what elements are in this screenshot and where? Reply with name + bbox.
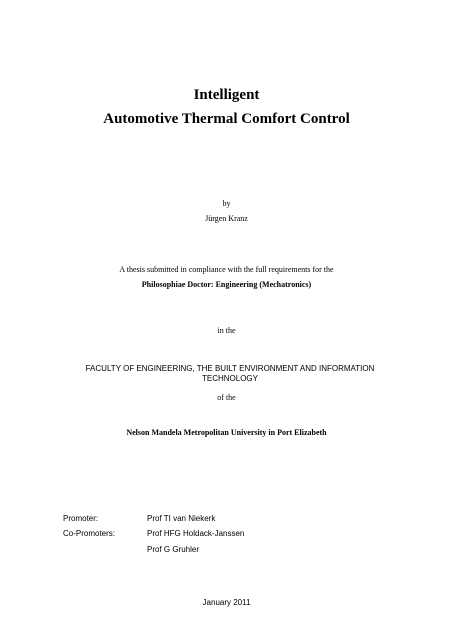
copromoter-name-2: Prof G Gruhler bbox=[147, 545, 200, 554]
submission-date: January 2011 bbox=[202, 598, 251, 607]
promoter-label: Promoter: bbox=[63, 514, 99, 523]
title-line-2: Automotive Thermal Comfort Control bbox=[103, 111, 350, 127]
faculty-name: FACULTY OF ENGINEERING, THE BUILT ENVIRONMENT AND INFORMATION TECHNOLOGY bbox=[85, 364, 375, 383]
degree-name: Philosophiae Doctor: Engineering (Mechatronics) bbox=[141, 280, 312, 289]
title-line-1: Intelligent bbox=[193, 87, 260, 103]
promoter-name: Prof TI van Niekerk bbox=[147, 514, 216, 523]
in-the-label: in the bbox=[217, 326, 236, 335]
copromoter-name-1: Prof HFG Holdack-Janssen bbox=[147, 529, 245, 538]
by-label: by bbox=[222, 199, 231, 208]
copromoters-label: Co-Promoters: bbox=[63, 529, 116, 538]
of-the-label: of the bbox=[217, 393, 236, 402]
author-name: Jürgen Kranz bbox=[205, 214, 248, 223]
university-name: Nelson Mandela Metropolitan University in Port Elizabeth bbox=[126, 428, 327, 437]
submission-statement: A thesis submitted in compliance with the full requirements for the bbox=[119, 265, 334, 274]
